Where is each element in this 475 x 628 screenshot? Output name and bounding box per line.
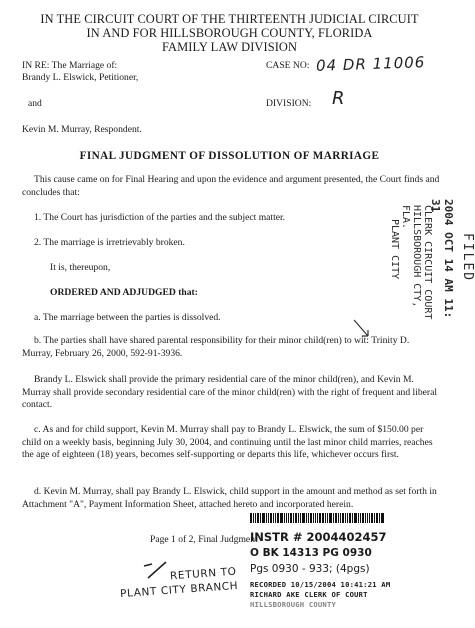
page-count: Pgs 0930 - 933; (4pgs) bbox=[250, 563, 370, 575]
instrument-number: INSTR # 2004402457 bbox=[250, 530, 387, 544]
clerk-of-court: RICHARD AKE CLERK OF COURT bbox=[250, 590, 368, 599]
respondent-name: Kevin M. Murray, Respondent. bbox=[22, 124, 142, 135]
barcode-bar bbox=[295, 513, 297, 523]
intro-paragraph: This cause came on for Final Hearing and upon the evidence and argument presented, the Court finds and concludes that: bbox=[22, 174, 440, 198]
barcode-bar bbox=[308, 513, 309, 523]
barcode-bar bbox=[266, 513, 267, 523]
return-branch-label: PLANT CITY BRANCH bbox=[119, 579, 239, 601]
barcode-bar bbox=[286, 513, 287, 523]
barcode-bar bbox=[250, 513, 252, 523]
stamp-arrow-icon bbox=[350, 316, 380, 346]
barcode-bar bbox=[255, 513, 256, 523]
barcode-bar bbox=[367, 513, 368, 523]
barcode-bar bbox=[288, 513, 289, 523]
barcode-bar bbox=[325, 513, 326, 523]
barcode-bar bbox=[345, 513, 346, 523]
barcode-bar bbox=[358, 513, 359, 523]
barcode-bar bbox=[260, 513, 261, 523]
return-to-label: RETURN TO bbox=[169, 565, 237, 583]
barcode-bar bbox=[319, 513, 321, 523]
barcode-bar bbox=[347, 513, 348, 523]
division-handwritten: R bbox=[332, 88, 346, 109]
barcode-bar bbox=[374, 513, 375, 523]
case-number-label: CASE NO: bbox=[266, 60, 310, 71]
barcode-bar bbox=[293, 513, 294, 523]
barcode-bar bbox=[333, 513, 334, 523]
barcode-bar bbox=[340, 513, 341, 523]
barcode-bar bbox=[270, 513, 272, 523]
stamp-county-line: HILLSBOROUGH CTY, FLA. bbox=[400, 205, 422, 308]
and-connector: and bbox=[28, 98, 42, 109]
court-name-line1: IN THE CIRCUIT COURT OF THE THIRTEENTH JUDICIAL CIRCUIT bbox=[40, 12, 419, 26]
barcode-bar bbox=[376, 513, 378, 523]
barcode-bar bbox=[354, 513, 357, 523]
barcode-bar bbox=[317, 513, 318, 523]
barcode-bar bbox=[352, 513, 353, 523]
barcode-bar bbox=[257, 513, 259, 523]
recorded-timestamp: RECORDED 10/15/2004 10:41:21 AM bbox=[250, 580, 391, 589]
order-d-payment-method: d. Kevin M. Murray, shall pay Brandy L. Elswick, child support in the amount and method as set forth in Attachment "A", Payment Information Sheet, attached hereto and incorporated herein. bbox=[22, 486, 437, 510]
barcode-bar bbox=[253, 513, 254, 523]
ordered-adjudged-heading: ORDERED AND ADJUDGED that: bbox=[50, 287, 198, 298]
stamp-branch-line: PLANT CITY bbox=[389, 219, 400, 280]
barcode-bar bbox=[290, 513, 292, 523]
page-footer: Page 1 of 2, Final Judgment bbox=[150, 534, 258, 545]
barcode-bar bbox=[329, 513, 332, 523]
barcode-bar bbox=[362, 513, 364, 523]
barcode-bar bbox=[381, 513, 384, 523]
in-re-label: IN RE: The Marriage of: bbox=[22, 60, 118, 71]
barcode-bar bbox=[338, 513, 339, 523]
barcode-bar bbox=[369, 513, 370, 523]
barcode-bar bbox=[300, 513, 301, 523]
barcode-bar bbox=[273, 513, 274, 523]
barcode-bar bbox=[371, 513, 373, 523]
barcode-bar bbox=[262, 513, 265, 523]
thereupon-text: It is, thereupon, bbox=[50, 262, 111, 273]
barcode-bar bbox=[335, 513, 337, 523]
barcode-bar bbox=[360, 513, 361, 523]
barcode-bar bbox=[275, 513, 276, 523]
order-a-dissolved: a. The marriage between the parties is dissolved. bbox=[34, 312, 221, 323]
order-residential-care: Brandy L. Elswick shall provide the primary residential care of the minor child(ren), and Kevin M. Murray shall provide secondary residential care of the minor child(ren) with the right of frequent and liberal contact. bbox=[22, 374, 438, 411]
recording-barcode bbox=[250, 513, 440, 523]
barcode-bar bbox=[277, 513, 279, 523]
barcode-bar bbox=[342, 513, 344, 523]
barcode-bar bbox=[322, 513, 324, 523]
barcode-bar bbox=[280, 513, 283, 523]
recording-county: HILLSBOROUGH COUNTY bbox=[250, 600, 337, 609]
barcode-bar bbox=[365, 513, 366, 523]
barcode-bar bbox=[313, 513, 314, 523]
stamp-clerk-line: CLERK CIRCUIT COURT bbox=[422, 205, 433, 320]
case-number-handwritten: 04 DR 11006 bbox=[315, 53, 426, 75]
court-name-line2: IN AND FOR HILLSBOROUGH COUNTY, FLORIDA bbox=[86, 26, 373, 40]
book-page: O BK 14313 PG 0930 bbox=[250, 547, 372, 559]
barcode-bar bbox=[284, 513, 285, 523]
finding-jurisdiction: 1. The Court has jurisdiction of the parties and the subject matter. bbox=[34, 212, 286, 223]
barcode-bar bbox=[310, 513, 312, 523]
finding-irretrievably-broken: 2. The marriage is irretrievably broken. bbox=[34, 237, 185, 248]
barcode-bar bbox=[349, 513, 351, 523]
order-b-parental-responsibility: b. The parties shall have shared parental responsibility for their minor child(ren) to wit: Trinity D. Murray, February 26, 2000, 592-91-3936. bbox=[22, 335, 410, 359]
petitioner-name: Brandy L. Elswick, Petitioner, bbox=[22, 72, 139, 83]
stamp-date-line: 2004 OCT 14 AM 11: 31 bbox=[429, 199, 455, 319]
barcode-bar bbox=[302, 513, 305, 523]
barcode-bar bbox=[315, 513, 316, 523]
barcode-bar bbox=[379, 513, 380, 523]
stamp-filed-label: FILED bbox=[460, 233, 475, 283]
barcode-bar bbox=[306, 513, 307, 523]
barcode-bar bbox=[268, 513, 269, 523]
division-label: DIVISION: bbox=[266, 98, 312, 109]
court-division: FAMILY LAW DIVISION bbox=[161, 40, 298, 54]
document-title: FINAL JUDGMENT OF DISSOLUTION OF MARRIAGE bbox=[79, 150, 380, 162]
check-mark-icon bbox=[142, 560, 170, 580]
barcode-bar bbox=[298, 513, 299, 523]
barcode-bar bbox=[327, 513, 328, 523]
order-c-child-support: c. As and for child support, Kevin M. Murray shall pay to Brandy L. Elswick, the sum of $150.00 per child on a weekly basis, beginning July 30, 2004, and continuing until the last minor child marries, reaches the age of eighteen (18) years, becomes self-supporting or departs this life, whichever occurs first. bbox=[22, 424, 433, 461]
